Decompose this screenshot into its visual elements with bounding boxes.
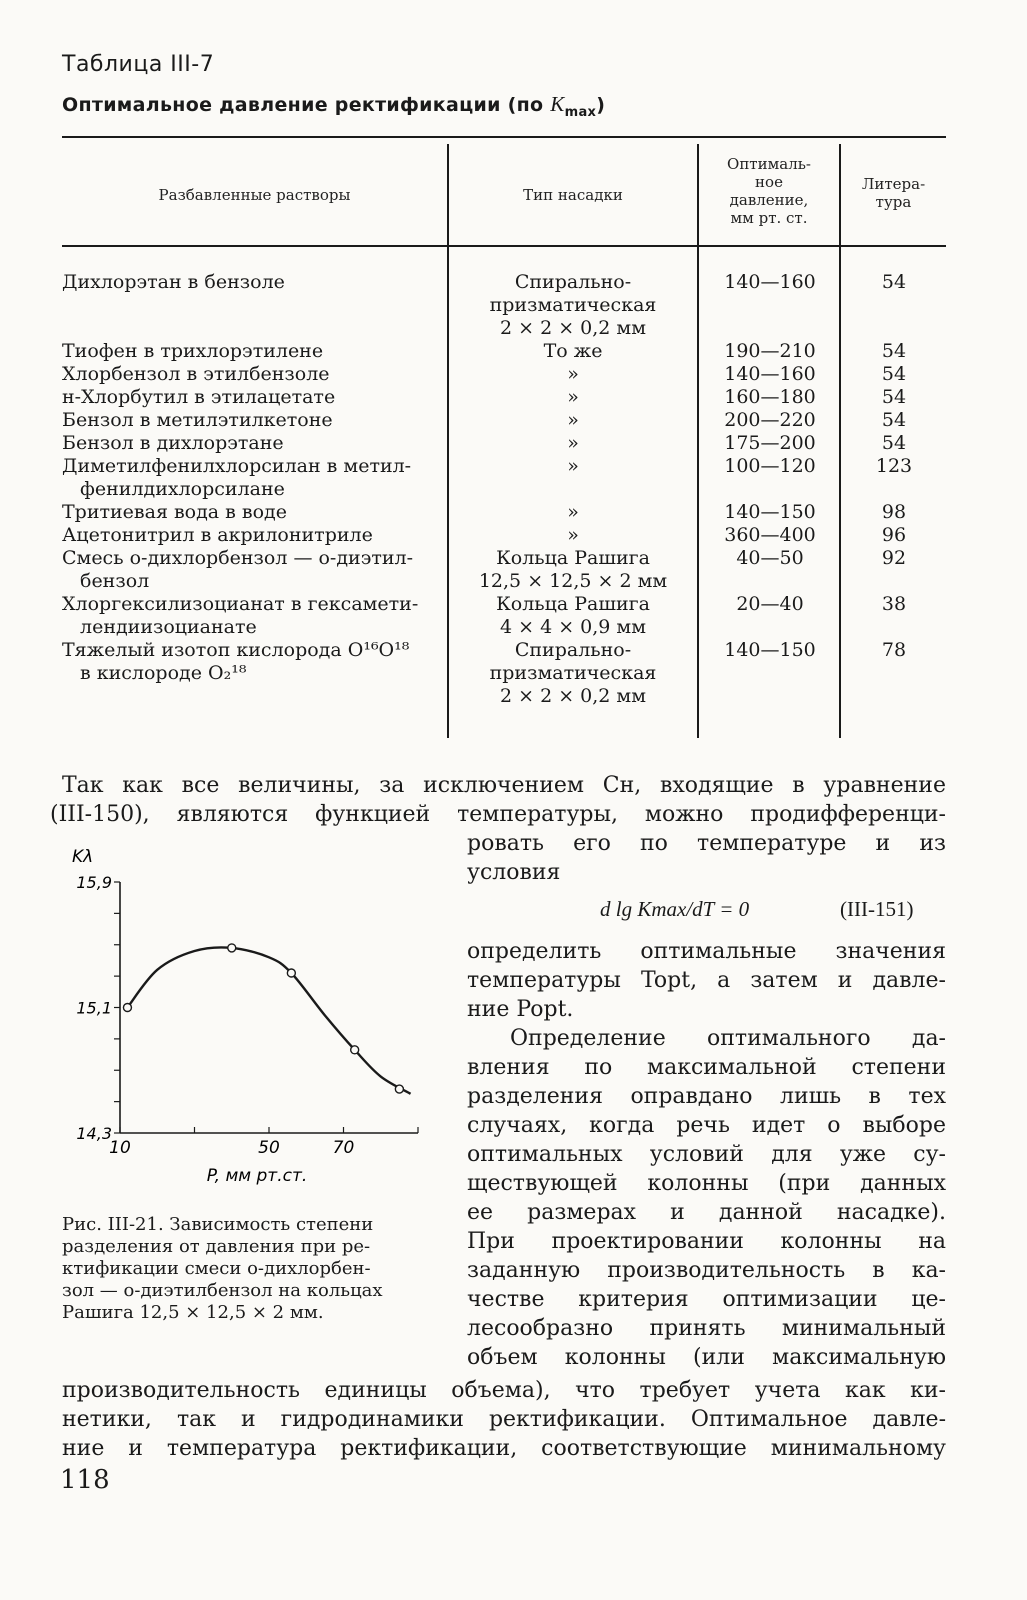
cell-packing-line: призматическая xyxy=(489,294,657,316)
cell-solution-line: Смесь о-дихлорбензол — о-диэтил- xyxy=(62,547,414,569)
data-curve xyxy=(127,947,410,1093)
table-top-rule xyxy=(62,136,946,138)
data-point xyxy=(351,1046,359,1054)
chart-axes xyxy=(120,882,418,1133)
x-tick-label: 10 xyxy=(109,1138,131,1158)
cell-solution xyxy=(62,547,442,593)
page-number: 118 xyxy=(60,1465,110,1495)
header-packing: Тип насадки xyxy=(523,186,623,204)
header-pressure-line: мм рт. ст. xyxy=(730,209,808,227)
cell-packing-line: 12,5 × 12,5 × 2 мм xyxy=(478,570,668,592)
body-line: температуры Topt, а затем и давле- xyxy=(467,968,946,993)
table-title-k: K xyxy=(550,92,565,116)
table-header-rule xyxy=(62,245,946,247)
cell-packing xyxy=(450,639,696,708)
body-line: объем колонны (или максимальную xyxy=(467,1345,946,1370)
cell-packing: » xyxy=(567,432,579,454)
cell-solution-line: в кислороде O₂¹⁸ xyxy=(80,662,247,684)
chart-points xyxy=(123,944,403,1093)
cell-reference: 96 xyxy=(881,524,907,546)
cell-pressure: 140—150 xyxy=(724,639,816,661)
data-point xyxy=(395,1085,403,1093)
cell-reference: 54 xyxy=(881,271,907,293)
cell-solution xyxy=(62,455,442,501)
body-line: вления по максимальной степени xyxy=(467,1055,946,1080)
cell-reference: 98 xyxy=(881,501,907,523)
cell-packing: » xyxy=(567,501,579,523)
table-vline-1 xyxy=(447,144,449,738)
body-line: При проектировании колонны на xyxy=(467,1229,946,1254)
x-axis-label: P, мм рт.ст. xyxy=(206,1166,308,1186)
header-reference xyxy=(841,175,946,211)
table-title-end: ) xyxy=(596,94,606,116)
header-pressure xyxy=(699,155,839,227)
x-tick-label: 50 xyxy=(258,1138,280,1158)
cell-reference: 123 xyxy=(875,455,913,477)
cell-pressure: 140—160 xyxy=(724,363,816,385)
chart-ticks xyxy=(114,882,418,1133)
cell-pressure: 160—180 xyxy=(724,386,816,408)
body-line: случаях, когда речь идет о выборе xyxy=(467,1113,946,1138)
cell-pressure: 40—50 xyxy=(736,547,804,569)
caption-line: разделения от давления при ре- xyxy=(62,1236,371,1257)
body-line: определить оптимальные значения xyxy=(467,939,946,964)
cell-solution-line: бензол xyxy=(80,570,150,592)
cell-packing: » xyxy=(567,524,579,546)
table-vline-2 xyxy=(697,144,699,738)
y-tick-label: 14,3 xyxy=(76,1124,112,1143)
header-pressure-line: Оптималь- xyxy=(727,155,811,173)
cell-reference: 92 xyxy=(881,547,907,569)
body-line: Так как все величины, за исключением Cн, входящие в уравнение xyxy=(62,773,946,798)
cell-packing-line: 2 × 2 × 0,2 мм xyxy=(500,317,646,339)
cell-reference: 78 xyxy=(881,639,907,661)
body-line: оптимальных условий для уже су- xyxy=(467,1142,946,1167)
body-line: ществующей колонны (при данных xyxy=(467,1171,946,1196)
equation-number: (III-151) xyxy=(840,897,914,921)
cell-packing: » xyxy=(567,363,579,385)
chart-curve xyxy=(127,947,410,1093)
cell-packing-line: призматическая xyxy=(489,662,657,684)
header-pressure-line: ное xyxy=(755,173,783,191)
cell-packing-line: Спирально- xyxy=(514,639,632,661)
figure-chart xyxy=(58,838,448,1208)
cell-reference: 54 xyxy=(881,363,907,385)
cell-solution-line: Хлоргексилизоцианат в гексамети- xyxy=(62,593,419,615)
cell-reference: 54 xyxy=(881,340,907,362)
cell-solution xyxy=(62,593,442,639)
caption-line: Рашига 12,5 × 12,5 × 2 мм. xyxy=(62,1302,324,1323)
body-line: заданную производительность в ка- xyxy=(467,1258,946,1283)
body-line: производительность единицы объема), что требует учета как ки- xyxy=(62,1378,946,1403)
body-line: честве критерия оптимизации це- xyxy=(467,1287,946,1312)
cell-packing xyxy=(450,593,696,639)
cell-solution: Дихлорэтан в бензоле xyxy=(62,271,285,293)
cell-reference: 54 xyxy=(881,409,907,431)
cell-solution: Тритиевая вода в воде xyxy=(62,501,287,523)
y-axis-label: Kλ xyxy=(72,847,94,867)
cell-solution-line: Тяжелый изотоп кислорода O¹⁶O¹⁸ xyxy=(62,639,410,661)
cell-packing-line: 2 × 2 × 0,2 мм xyxy=(500,685,646,707)
cell-pressure: 190—210 xyxy=(724,340,816,362)
cell-reference: 54 xyxy=(881,386,907,408)
cell-pressure: 100—120 xyxy=(724,455,816,477)
body-line: нетики, так и гидродинамики ректификации. Оптимальное давле- xyxy=(62,1407,946,1432)
cell-reference: 38 xyxy=(881,593,907,615)
data-point xyxy=(287,969,295,977)
cell-pressure: 200—220 xyxy=(724,409,816,431)
cell-reference: 54 xyxy=(881,432,907,454)
cell-packing-line: Кольца Рашига xyxy=(496,547,650,569)
cell-solution: Бензол в дихлорэтане xyxy=(62,432,284,454)
cell-pressure: 360—400 xyxy=(724,524,816,546)
cell-packing-line: Кольца Рашига xyxy=(496,593,650,615)
body-line: ее размерах и данной насадке). xyxy=(467,1200,946,1225)
header-pressure-line: давление, xyxy=(729,191,809,209)
header-reference-line: тура xyxy=(875,193,912,211)
body-line: ние и температура ректификации, соответствующие минимальному xyxy=(62,1436,946,1461)
caption-line: Рис. III-21. Зависимость степени xyxy=(62,1214,374,1235)
data-point xyxy=(228,944,236,952)
cell-packing xyxy=(450,271,696,340)
cell-packing: » xyxy=(567,455,579,477)
cell-pressure: 140—160 xyxy=(724,271,816,293)
cell-solution: н-Хлорбутил в этилацетате xyxy=(62,386,336,408)
equation: d lg Kmax/dT = 0 xyxy=(600,897,750,921)
cell-solution-line: лендиизоцианате xyxy=(80,616,257,638)
cell-packing: » xyxy=(567,409,579,431)
cell-solution: Бензол в метилэтилкетоне xyxy=(62,409,333,431)
data-point xyxy=(123,1004,131,1012)
cell-pressure: 175—200 xyxy=(724,432,816,454)
table-title-sub: max xyxy=(564,104,597,120)
table-label: Таблица III-7 xyxy=(62,52,215,77)
body-line: ровать его по температуре и из xyxy=(467,831,946,856)
cell-solution-line: Диметилфенилхлорсилан в метил- xyxy=(62,455,412,477)
y-tick-label: 15,9 xyxy=(76,873,112,892)
cell-solution xyxy=(62,639,442,685)
cell-packing-line: Спирально- xyxy=(514,271,632,293)
cell-solution: Хлорбензол в этилбензоле xyxy=(62,363,330,385)
cell-solution: Ацетонитрил в акрилонитриле xyxy=(62,524,373,546)
header-reference-line: Литера- xyxy=(861,175,926,193)
body-line: условия xyxy=(467,860,561,885)
cell-packing: То же xyxy=(543,340,603,362)
cell-solution-line: фенилдихлорсилане xyxy=(80,478,285,500)
caption-line: зол — о-диэтилбензол на кольцах xyxy=(62,1280,383,1301)
body-line: разделения оправдано лишь в тех xyxy=(467,1084,946,1109)
caption-line: ктификации смеси о-дихлорбен- xyxy=(62,1258,371,1279)
cell-packing xyxy=(450,547,696,593)
table-title-text: Оптимальное давление ректификации (по xyxy=(62,94,551,116)
cell-solution: Тиофен в трихлорэтилене xyxy=(62,340,324,362)
body-line: лесообразно принять минимальный xyxy=(467,1316,946,1341)
x-tick-label: 70 xyxy=(332,1138,355,1158)
cell-packing: » xyxy=(567,386,579,408)
y-tick-label: 15,1 xyxy=(76,998,112,1018)
cell-packing-line: 4 × 4 × 0,9 мм xyxy=(500,616,646,638)
table-title xyxy=(62,92,605,120)
cell-pressure: 140—150 xyxy=(724,501,816,523)
cell-pressure: 20—40 xyxy=(736,593,804,615)
header-solutions: Разбавленные растворы xyxy=(158,186,351,204)
body-line: ние Popt. xyxy=(467,997,574,1022)
chart-labels xyxy=(72,847,354,1186)
body-line: (III-150), являются функцией температуры, можно продифференци- xyxy=(50,802,946,827)
body-line: Определение оптимального да- xyxy=(510,1026,946,1051)
